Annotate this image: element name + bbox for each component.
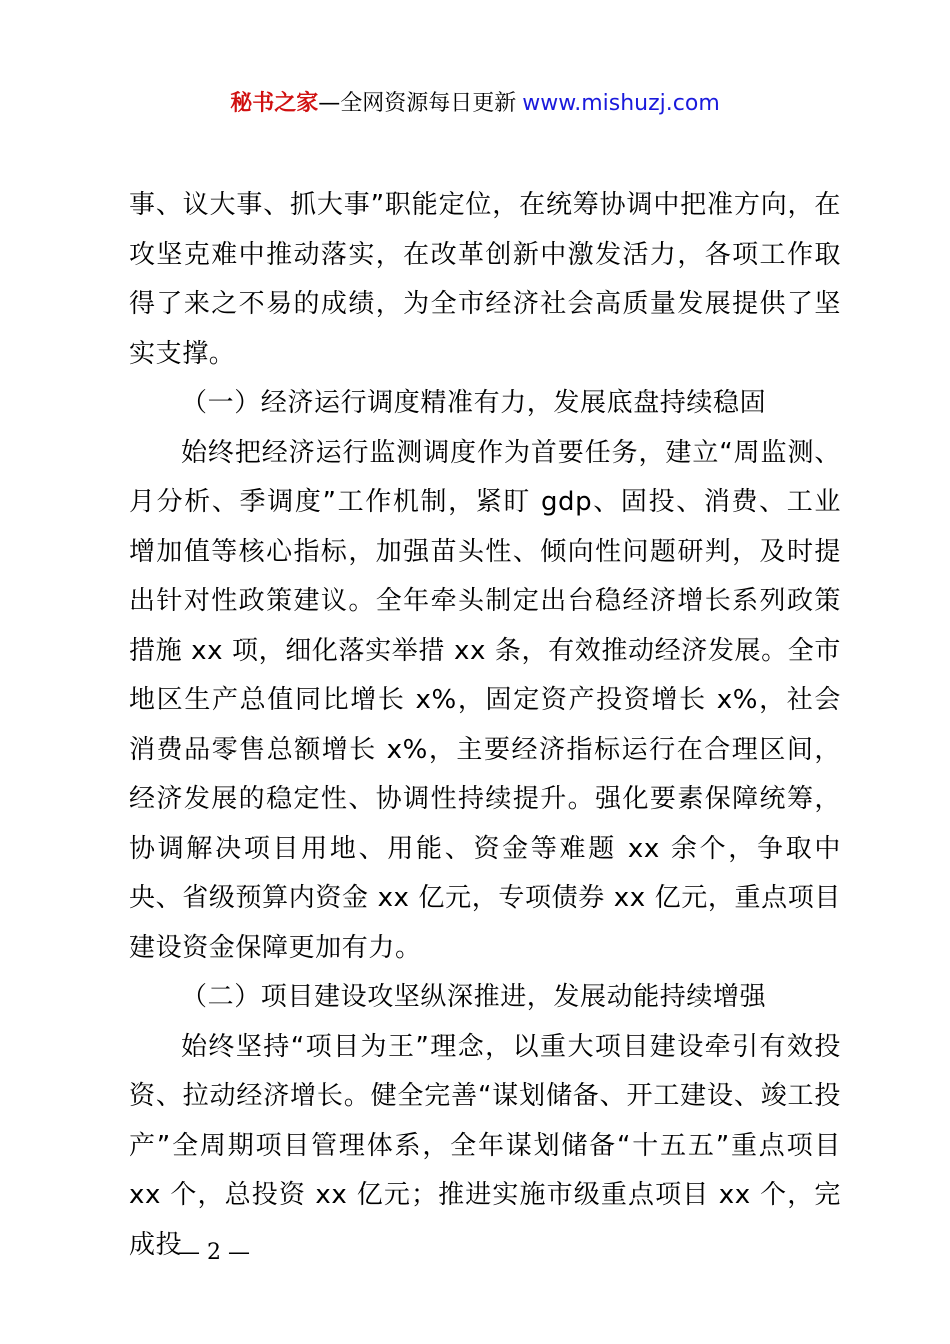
- document-body: [129, 181, 841, 1270]
- section-heading-1: （一）经济运行调度精准有力，发展底盘持续稳固: [181, 388, 767, 418]
- section-heading-2: （二）项目建设攻坚纵深推进，发展动能持续增强: [181, 982, 767, 1012]
- header-tagline: 全网资源每日更新: [340, 91, 517, 116]
- paragraph-continuation: 事、议大事、抓大事”职能定位，在统筹协调中把准方向，在攻坚克难中推动落实，在改革创新中激发活力，各项工作取得了来之不易的成绩，为全市经济社会高质量发展提供了坚实支撑。: [129, 190, 841, 369]
- paragraph-economic-operation: 始终把经济运行监测调度作为首要任务，建立“周监测、月分析、季调度”工作机制，紧盯 gdp、固投、消费、工业增加值等核心指标，加强苗头性、倾向性问题研判，及时提出针对性政策建议。全年牵头制定出台稳经济增长系列政策措施 xx 项，细化落实举措 xx 条，有效推动经济发展。全市地区生产总值同比增长 x%，固定资产投资增长 x%，社会消费品零售总额增长 x%，主要经济指标运行在合理区间，经济发展的稳定性、协调性持续提升。强化要素保障统筹，协调解决项目用地、用能、资金等难题 xx 余个，争取中央、省级预算内资金 xx 亿元，专项债券 xx 亿元，重点项目建设资金保障更加有力。: [129, 437, 841, 963]
- site-header: [0, 86, 950, 122]
- site-url-link[interactable]: www.mishuzj.com: [522, 91, 720, 116]
- paragraph-project-construction: 始终坚持“项目为王”理念，以重大项目建设牵引有效投资、拉动经济增长。健全完善“谋划储备、开工建设、竣工投产”全周期项目管理体系，全年谋划储备“十五五”重点项目 xx 个，总投资 xx 亿元；推进实施市级重点项目 xx 个，完成投: [129, 1031, 841, 1260]
- header-dash: —: [318, 91, 341, 116]
- page-number: — 2 —: [178, 1240, 250, 1265]
- brand-name: 秘书之家: [230, 91, 319, 116]
